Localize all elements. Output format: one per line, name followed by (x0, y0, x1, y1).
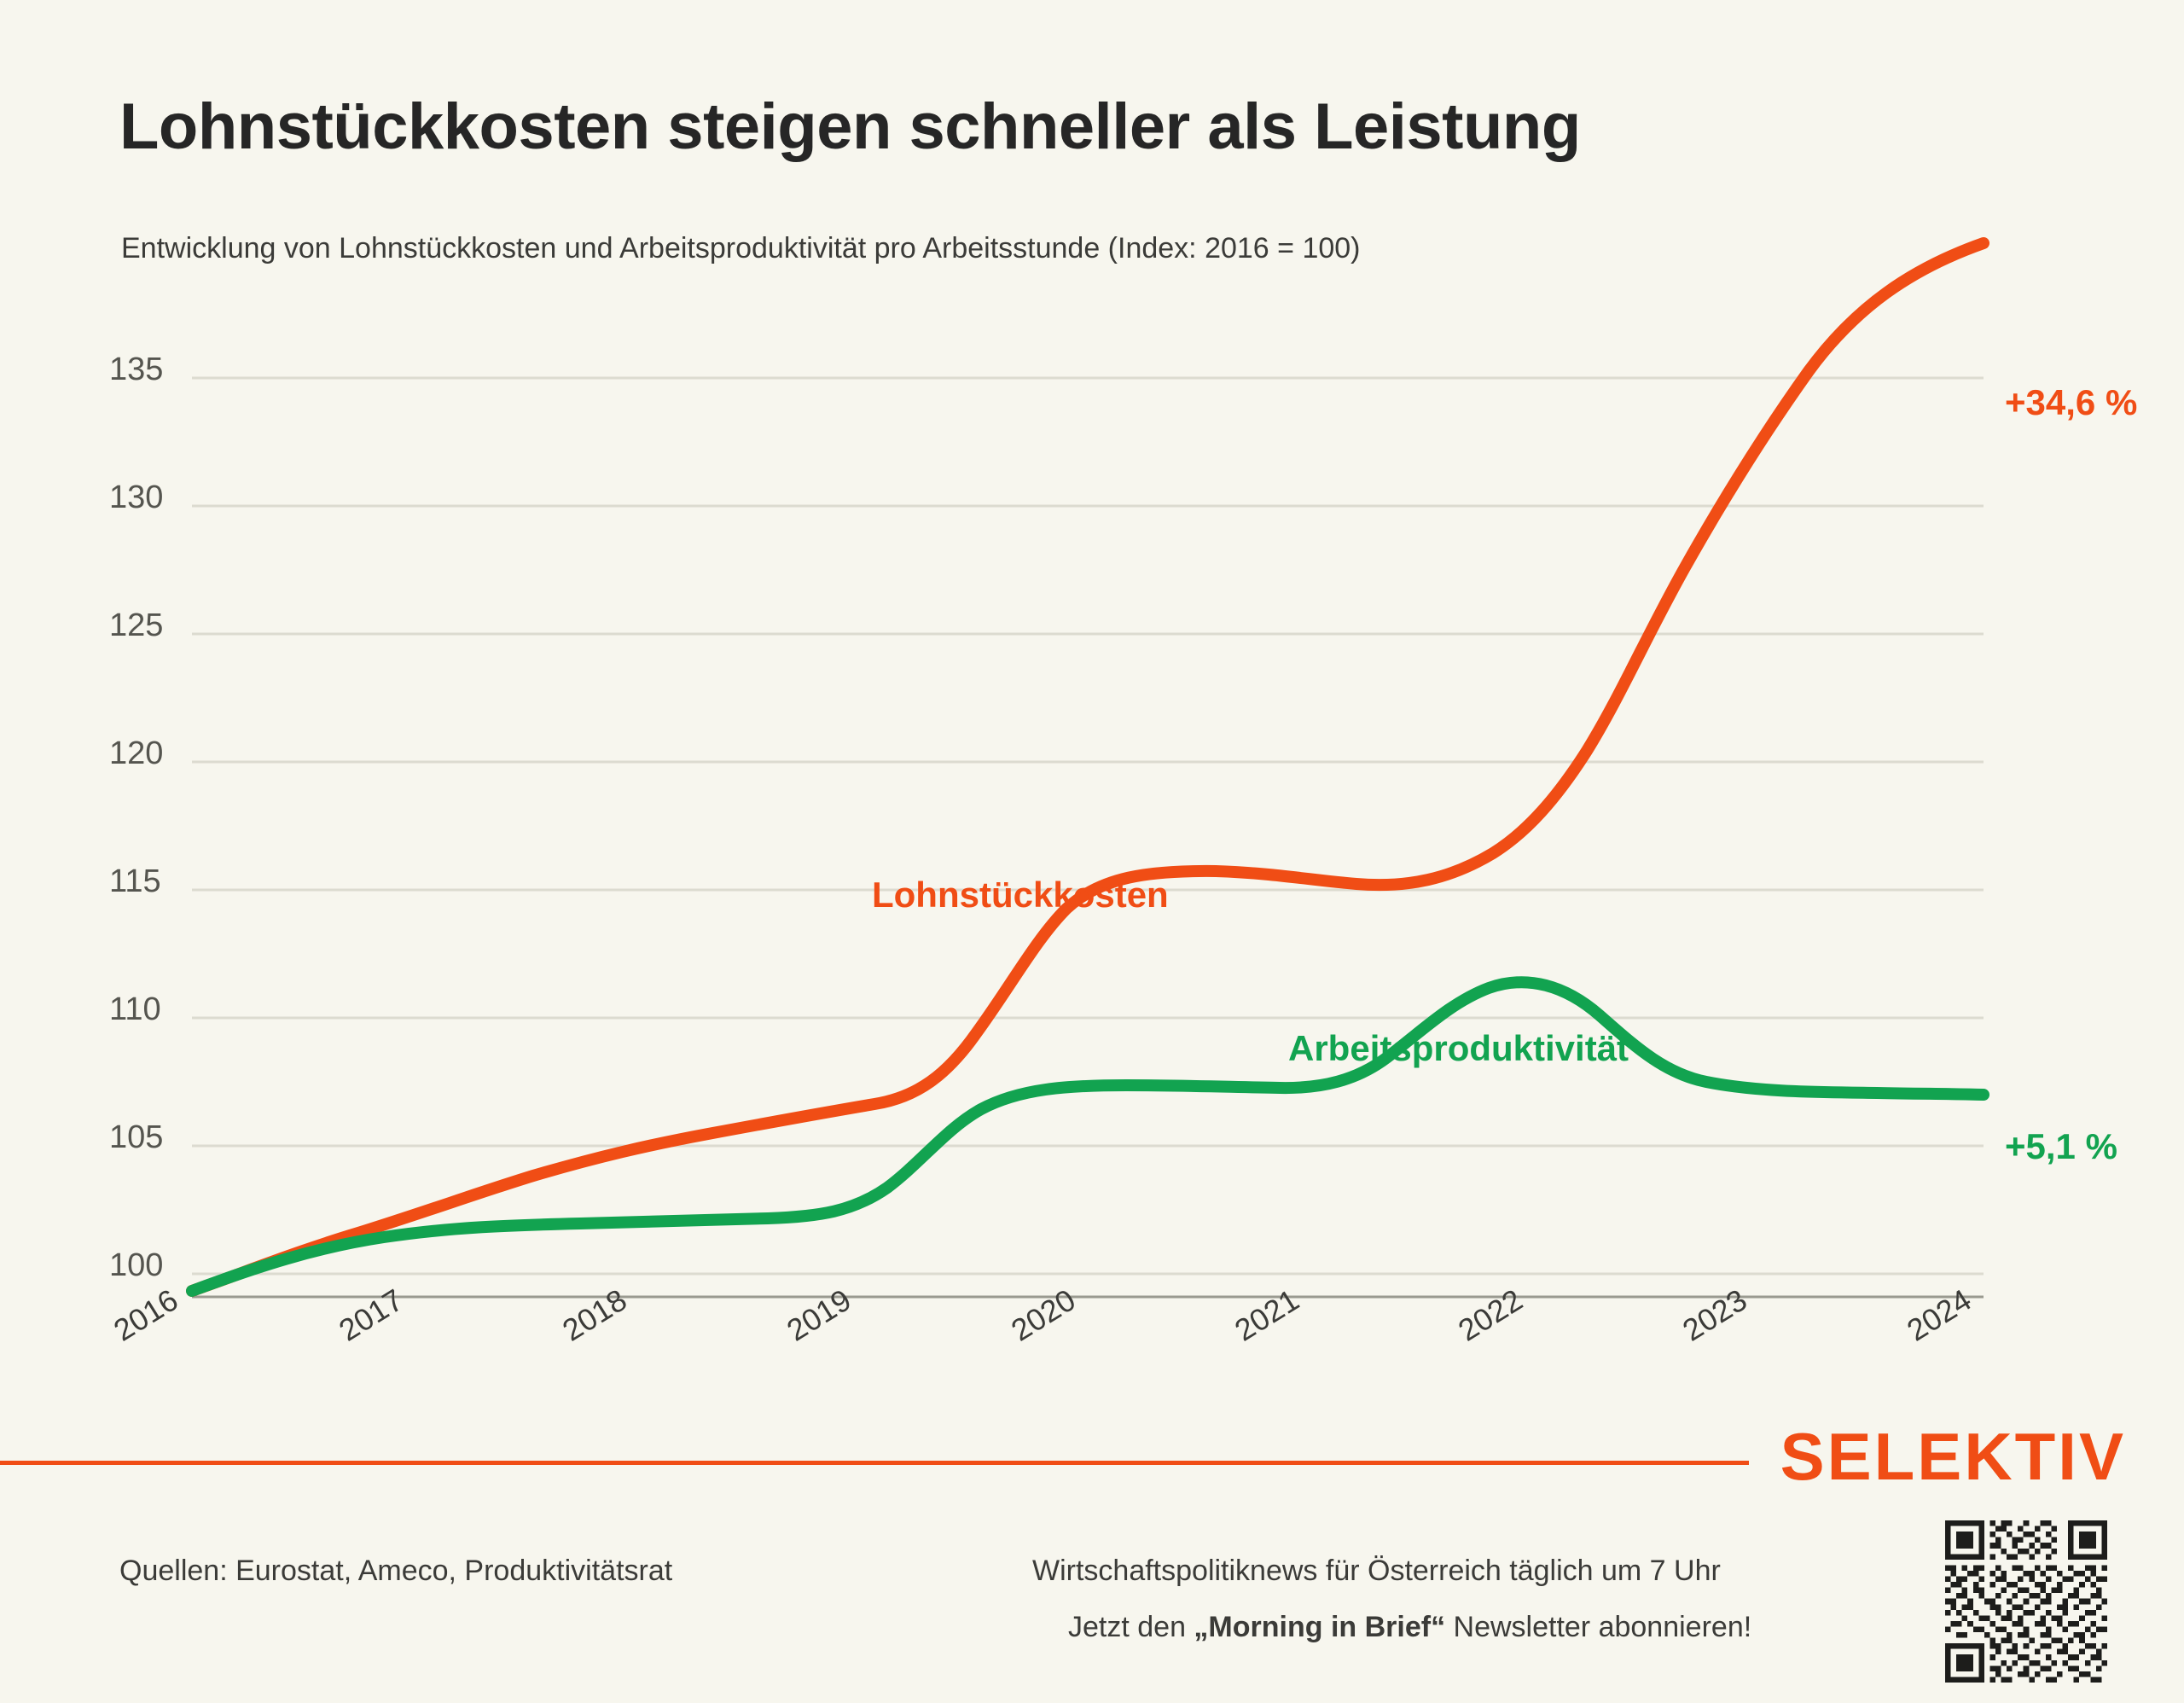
series-line-arbeitsproduktivitaet (192, 982, 1984, 1291)
promo-line-1: Wirtschaftspolitiknews für Österreich täglich um 7 Uhr (1032, 1555, 1721, 1587)
x-tick-2019: 2019 (781, 1282, 857, 1348)
sources-text: Quellen: Eurostat, Ameco, Produktivitätsrat (119, 1555, 673, 1587)
y-tick-135: 135 (109, 352, 164, 387)
end-label-lohnstueckkosten: +34,6 % (2005, 382, 2138, 422)
end-label-arbeitsproduktivitaet: +5,1 % (2005, 1126, 2117, 1166)
y-tick-115: 115 (109, 863, 161, 899)
y-tick-105: 105 (109, 1119, 164, 1155)
x-tick-2020: 2020 (1005, 1282, 1082, 1348)
promo-line-2 (1068, 1611, 1751, 1644)
qr-code-icon[interactable] (1945, 1520, 2107, 1683)
x-tick-2018: 2018 (556, 1282, 633, 1348)
promo-prefix: Jetzt den (1068, 1611, 1194, 1643)
x-tick-2023: 2023 (1676, 1282, 1753, 1348)
x-tick-2024: 2024 (1901, 1282, 1978, 1348)
promo-newsletter-name: „Morning in Brief“ (1194, 1611, 1446, 1643)
x-tick-2017: 2017 (333, 1282, 410, 1348)
page-subtitle: Entwicklung von Lohnstückkosten und Arbeitsproduktivität pro Arbeitsstunde (Index: 2016 = 100) (121, 232, 1361, 264)
x-tick-2021: 2021 (1228, 1282, 1305, 1348)
footer-divider (0, 1461, 1749, 1465)
x-tick-2022: 2022 (1452, 1282, 1529, 1348)
page-title: Lohnstückkosten steigen schneller als Leistung (119, 90, 1581, 163)
y-tick-120: 120 (109, 735, 164, 771)
y-tick-130: 130 (109, 480, 164, 515)
brand-logo: SELEKTIV (1780, 1419, 2126, 1494)
y-tick-110: 110 (109, 991, 161, 1027)
series-line-lohnstueckkosten (192, 243, 1984, 1291)
series-label-arbeitsproduktivitaet: Arbeitsproduktivität (1288, 1028, 1629, 1068)
y-tick-100: 100 (109, 1247, 164, 1283)
x-tick-2016: 2016 (107, 1282, 184, 1348)
promo-suffix: Newsletter abonnieren! (1445, 1611, 1752, 1643)
y-tick-125: 125 (109, 607, 164, 643)
series-label-lohnstueckkosten: Lohnstückkosten (872, 875, 1169, 915)
